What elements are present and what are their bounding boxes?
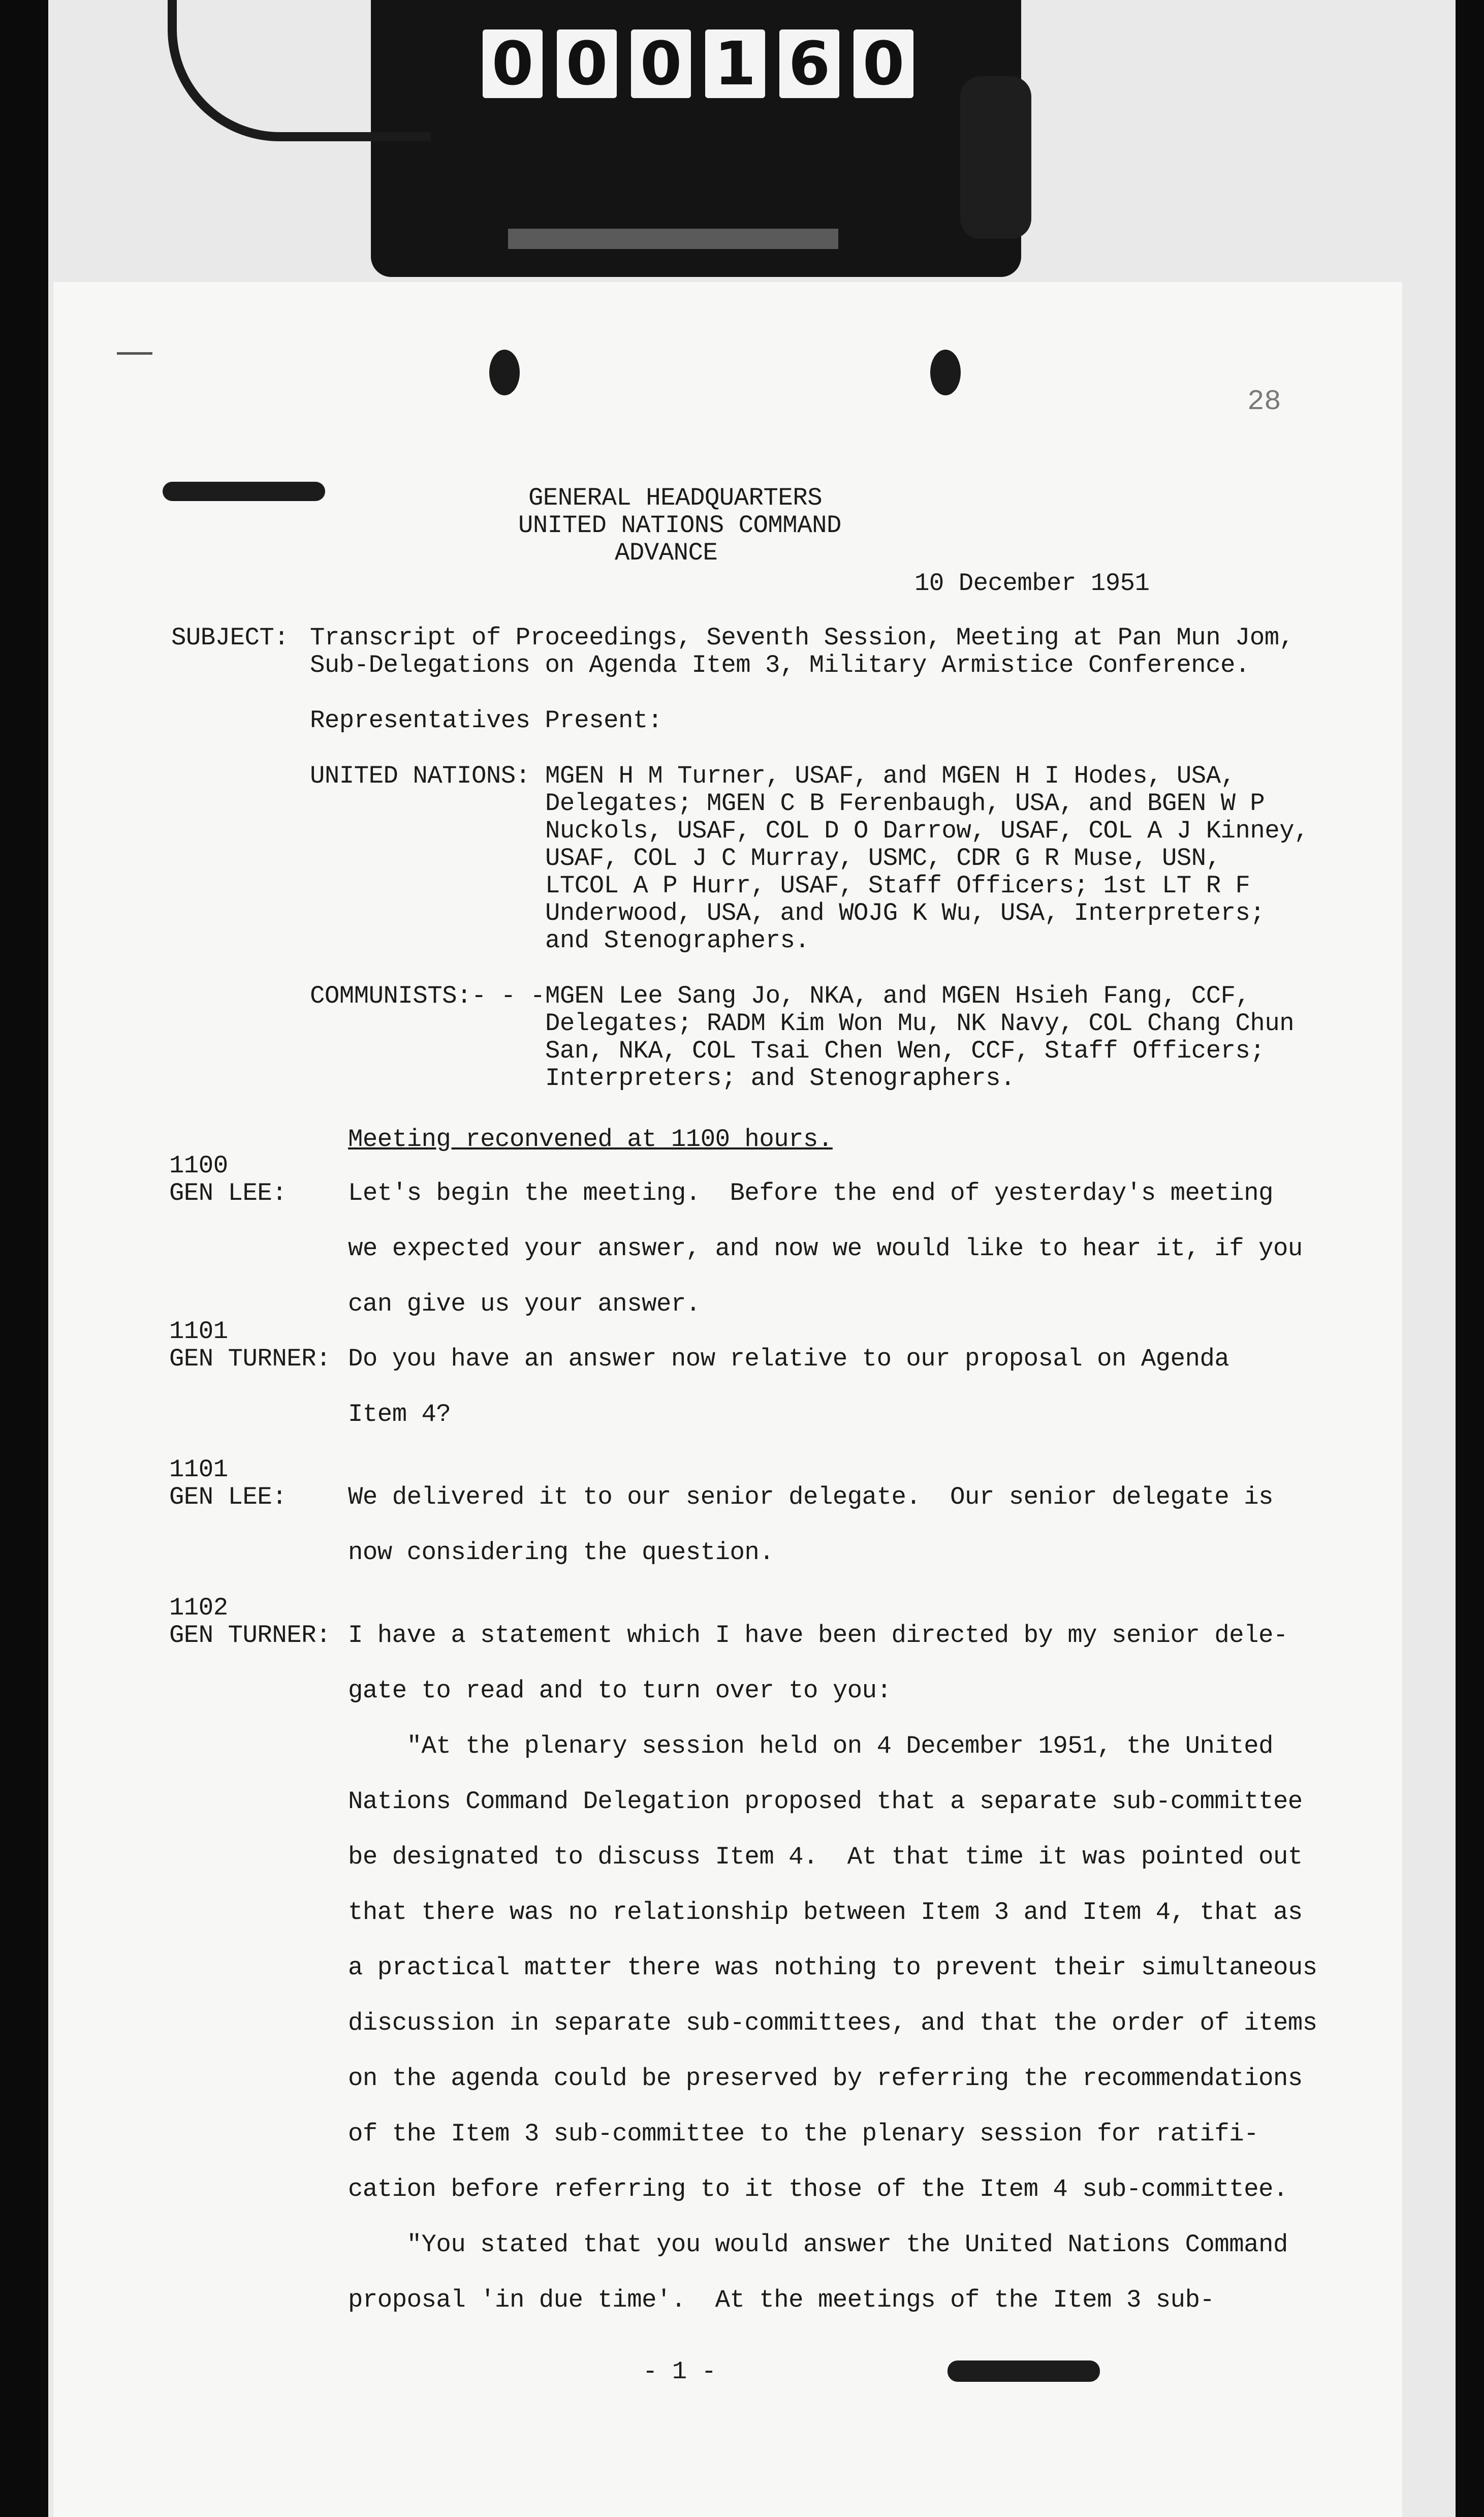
statement-line: of the Item 3 sub-committee to the plenary session for ratifi- <box>348 2120 1259 2148</box>
entry-speaker: GEN TURNER: <box>169 1621 331 1650</box>
meeting-note: Meeting reconvened at 1100 hours. <box>348 1125 833 1154</box>
page-number: - 1 - <box>643 2357 716 2386</box>
statement-line: proposal 'in due time'. At the meetings of the Item 3 sub- <box>348 2286 1215 2314</box>
entry-line: Let's begin the meeting. Before the end of yesterday's meeting <box>348 1179 1274 1207</box>
representatives-heading: Representatives Present: <box>310 706 662 735</box>
counter-digit: 0 <box>631 29 691 98</box>
communists-line: Delegates; RADM Kim Won Mu, NK Navy, COL Chang Chun <box>545 1009 1294 1038</box>
un-line: LTCOL A P Hurr, USAF, Staff Officers; 1st LT R F <box>545 872 1250 900</box>
counter-digit: 1 <box>705 29 765 98</box>
page-marker: 28 <box>1247 385 1281 418</box>
entry-time: 1100 <box>169 1152 228 1180</box>
header-line: ADVANCE <box>615 539 718 567</box>
entry-line: we expected your answer, and now we would like to hear it, if you <box>348 1234 1303 1263</box>
communists-line: Interpreters; and Stenographers. <box>545 1064 1015 1093</box>
statement-line: Nations Command Delegation proposed that a separate sub-committee <box>348 1787 1303 1816</box>
entry-speaker: GEN LEE: <box>169 1179 287 1207</box>
entry-speaker: GEN TURNER: <box>169 1345 331 1373</box>
header-line: UNITED NATIONS COMMAND <box>518 511 841 540</box>
punch-hole <box>489 350 520 395</box>
counter-plate <box>508 229 838 249</box>
communists-line: San, NKA, COL Tsai Chen Wen, CCF, Staff Officers; <box>545 1037 1265 1065</box>
statement-line: discussion in separate sub-committees, and that the order of items <box>348 2009 1317 2037</box>
counter-digit: 0 <box>854 29 913 98</box>
entry-speaker: GEN LEE: <box>169 1483 287 1511</box>
counter-digit: 0 <box>557 29 617 98</box>
entry-line: Item 4? <box>348 1400 451 1428</box>
statement-line: "At the plenary session held on 4 December 1951, the United <box>348 1732 1274 1760</box>
redaction-mark <box>948 2360 1100 2382</box>
subject-line: Transcript of Proceedings, Seventh Session, Meeting at Pan Mun Jom, <box>310 624 1294 652</box>
entry-line: Do you have an answer now relative to our proposal on Agenda <box>348 1345 1229 1373</box>
statement-line: a practical matter there was nothing to prevent their simultaneous <box>348 1953 1317 1982</box>
un-line: Delegates; MGEN C B Ferenbaugh, USA, and BGEN W P <box>545 789 1265 818</box>
entry-line: now considering the question. <box>348 1538 774 1567</box>
communists-line: MGEN Lee Sang Jo, NKA, and MGEN Hsieh Fang, CCF, <box>545 982 1250 1010</box>
counter-knob <box>960 76 1031 239</box>
statement-line: on the agenda could be preserved by referring the recommendations <box>348 2064 1303 2093</box>
un-line: and Stenographers. <box>545 926 810 955</box>
statement-line: "You stated that you would answer the United Nations Command <box>348 2230 1288 2259</box>
entry-time: 1101 <box>169 1455 228 1484</box>
un-line: Underwood, USA, and WOJG K Wu, USA, Interpreters; <box>545 899 1265 927</box>
subject-line: Sub-Delegations on Agenda Item 3, Military Armistice Conference. <box>310 651 1250 679</box>
document-page <box>53 282 1402 2517</box>
subject-label: SUBJECT: <box>171 624 289 652</box>
header-line: GENERAL HEADQUARTERS <box>528 484 823 512</box>
un-line: USAF, COL J C Murray, USMC, CDR G R Muse, USN, <box>545 844 1221 873</box>
communists-label: COMMUNISTS:- - - <box>310 982 545 1010</box>
frame-counter <box>483 29 913 98</box>
un-line: Nuckols, USAF, COL D O Darrow, USAF, COL A J Kinney, <box>545 817 1309 845</box>
un-line: MGEN H M Turner, USAF, and MGEN H I Hodes, USA, <box>545 762 1236 790</box>
entry-line: gate to read and to turn over to you: <box>348 1676 892 1705</box>
punch-hole <box>930 350 961 395</box>
margin-mark <box>117 352 152 355</box>
counter-digit: 6 <box>779 29 839 98</box>
un-label: UNITED NATIONS: <box>310 762 530 790</box>
counter-digit: 0 <box>483 29 543 98</box>
entry-time: 1101 <box>169 1317 228 1346</box>
entry-line: We delivered it to our senior delegate. Our senior delegate is <box>348 1483 1274 1511</box>
document-date: 10 December 1951 <box>914 569 1150 598</box>
entry-line: I have a statement which I have been directed by my senior dele- <box>348 1621 1288 1650</box>
statement-line: be designated to discuss Item 4. At that time it was pointed out <box>348 1843 1303 1871</box>
entry-time: 1102 <box>169 1594 228 1622</box>
redaction-mark <box>163 482 325 501</box>
entry-line: can give us your answer. <box>348 1290 701 1318</box>
statement-line: that there was no relationship between Item 3 and Item 4, that as <box>348 1898 1303 1926</box>
statement-line: cation before referring to it those of the Item 4 sub-committee. <box>348 2175 1288 2203</box>
